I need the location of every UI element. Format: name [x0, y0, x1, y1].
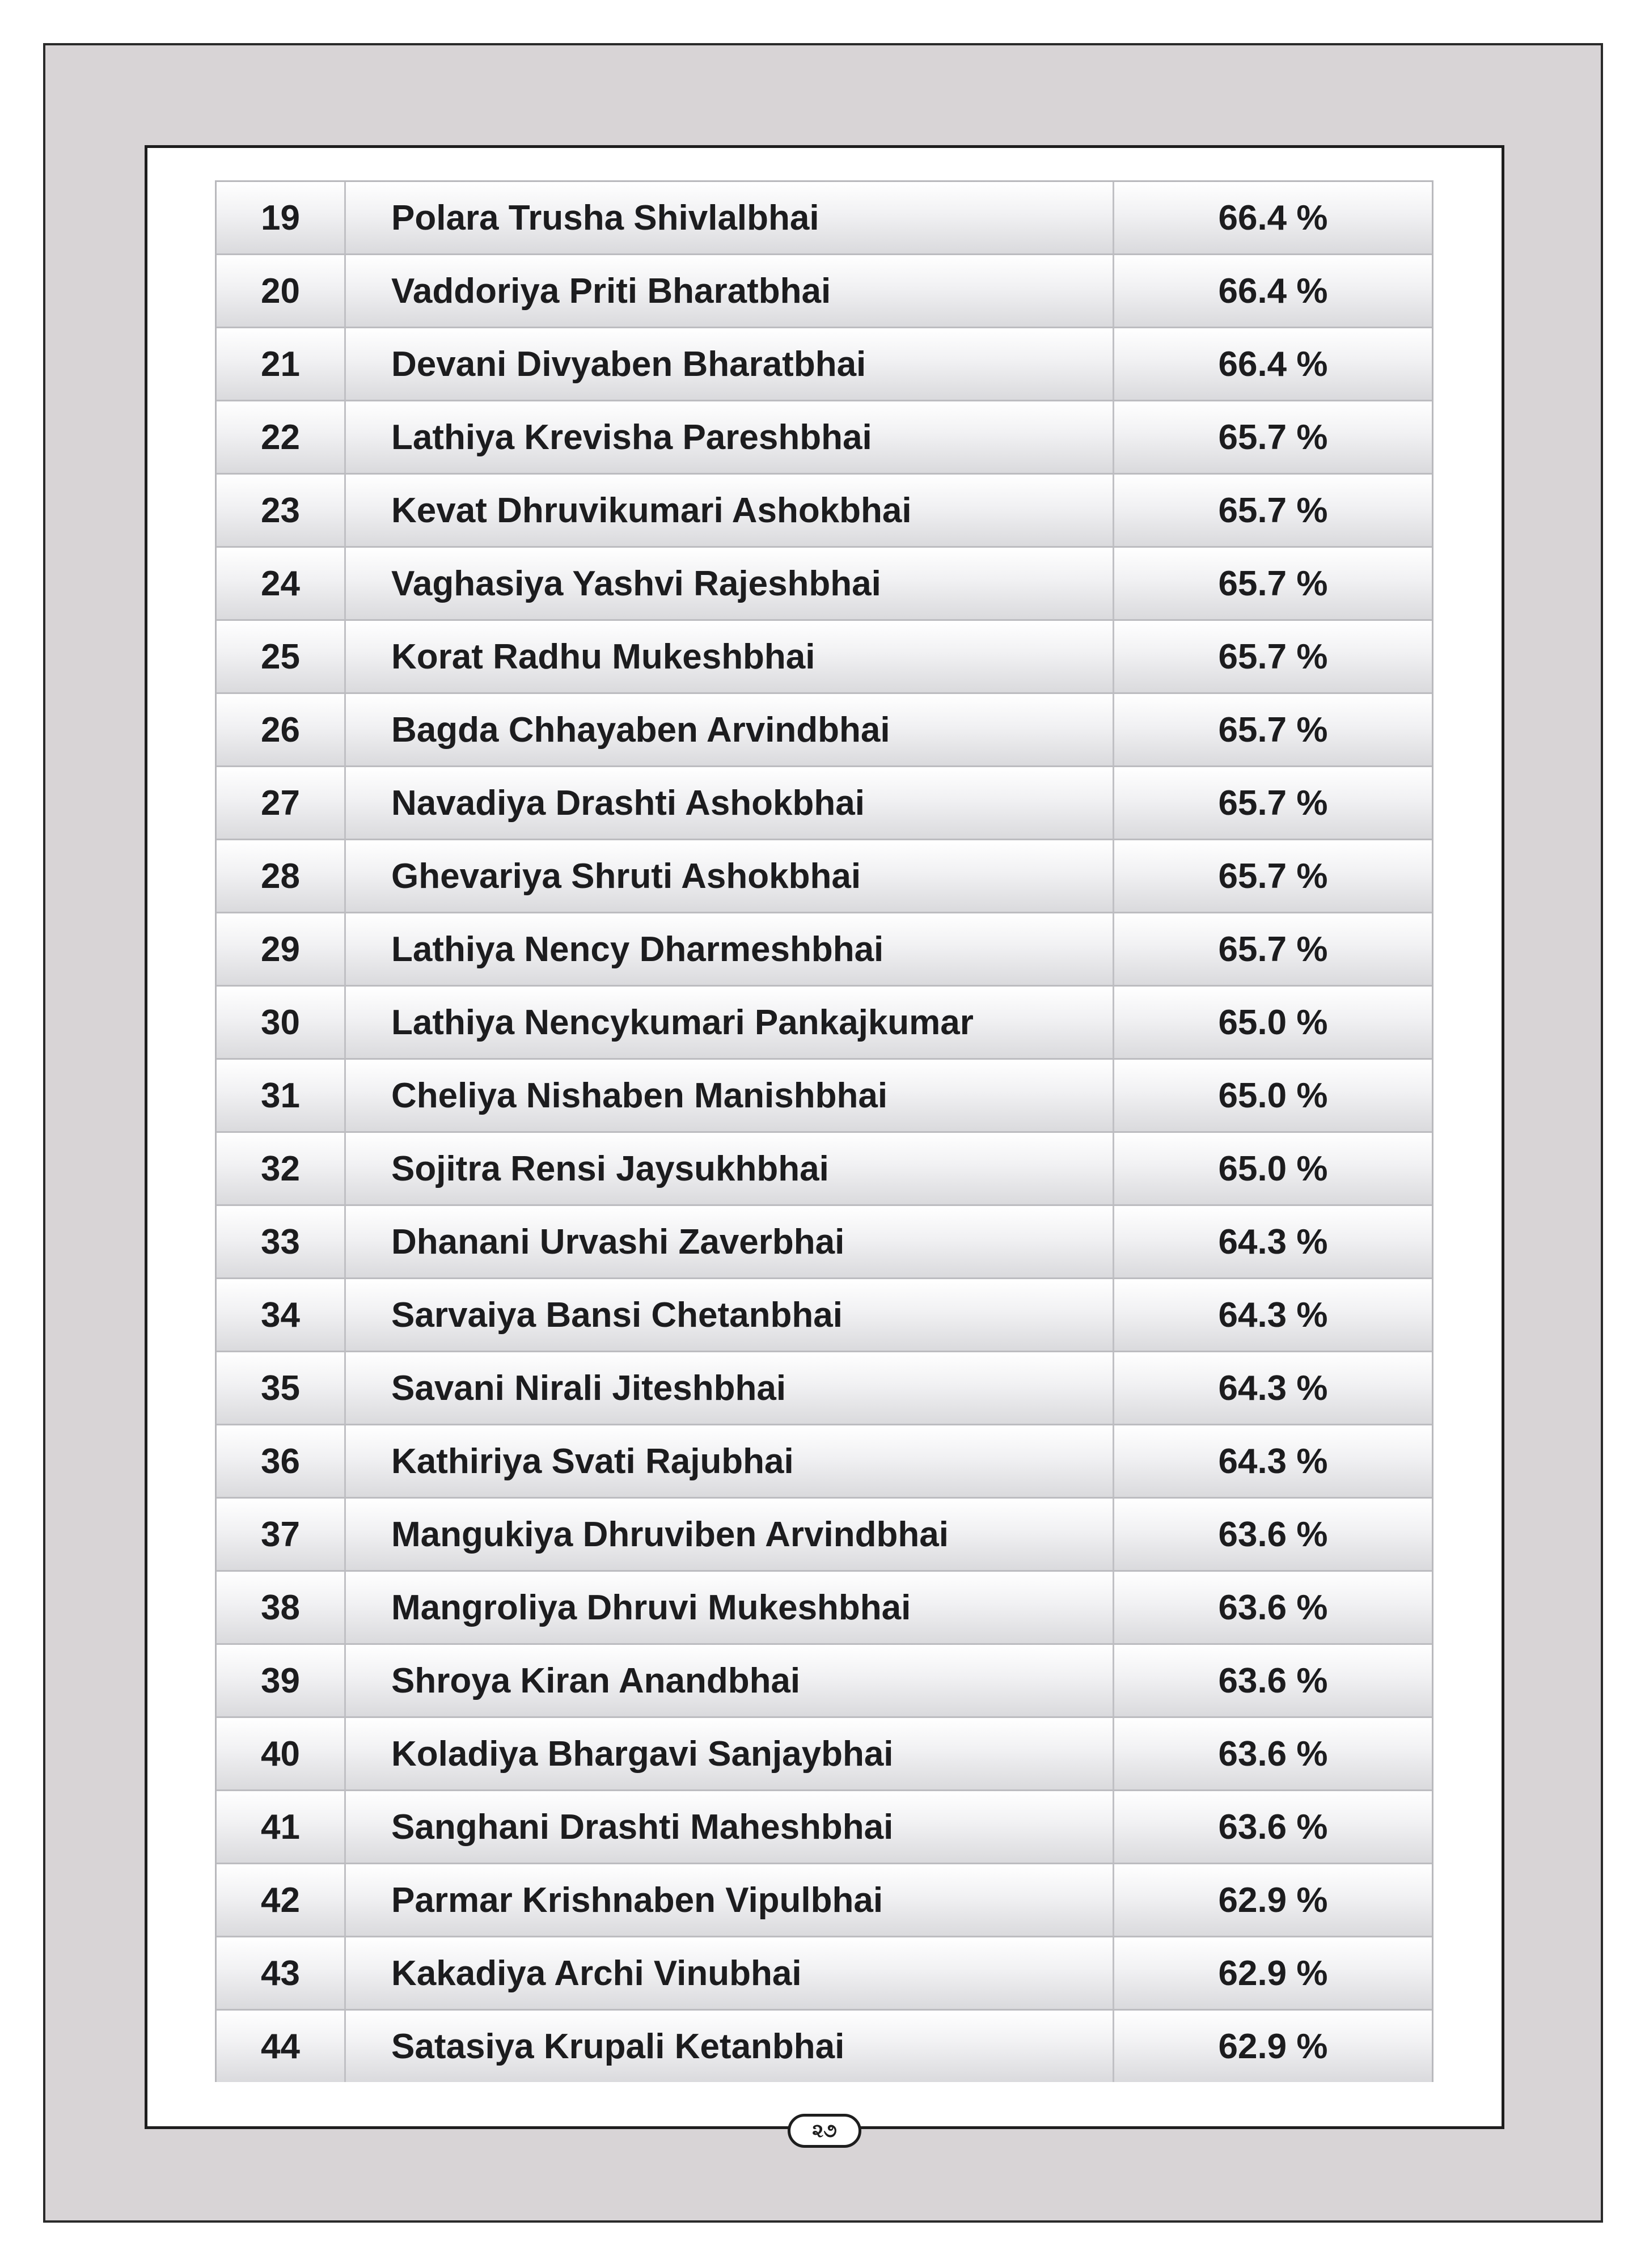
percentage-cell: 64.3 % [1218, 1222, 1328, 1262]
table-row [217, 913, 1432, 987]
percentage-cell: 63.6 % [1218, 1807, 1328, 1847]
student-name-cell: Lathiya Nencykumari Pankajkumar [346, 987, 1114, 1058]
percentage-cell: 64.3 % [1218, 1295, 1328, 1335]
percentage-cell: 65.7 % [1218, 490, 1328, 530]
table-row [217, 255, 1432, 328]
table-row [217, 1645, 1432, 1718]
rank-cell: 27 [217, 767, 346, 839]
student-name-cell: Ghevariya Shruti Ashokbhai [346, 840, 1114, 912]
student-name-cell: Koladiya Bhargavi Sanjaybhai [346, 1718, 1114, 1789]
rank-cell: 38 [217, 1572, 346, 1643]
student-name-cell: Satasiya Krupali Ketanbhai [346, 2011, 1114, 2082]
student-name-cell: Sanghani Drashti Maheshbhai [346, 1791, 1114, 1863]
percentage-cell: 64.3 % [1218, 1368, 1328, 1408]
table-row [217, 1572, 1432, 1645]
percentage-cell: 65.0 % [1218, 1076, 1328, 1115]
table-row [217, 1791, 1432, 1864]
student-name-cell: Lathiya Krevisha Pareshbhai [346, 401, 1114, 473]
table-row [217, 1499, 1432, 1572]
percentage-cell: 65.7 % [1218, 417, 1328, 457]
rank-cell: 29 [217, 913, 346, 985]
table-row [217, 1206, 1432, 1279]
percentage-cell: 63.6 % [1218, 1514, 1328, 1554]
student-name-cell: Kathiriya Svati Rajubhai [346, 1425, 1114, 1497]
rank-cell: 42 [217, 1864, 346, 1936]
table-row [217, 328, 1432, 401]
table-row [217, 1718, 1432, 1791]
rank-cell: 34 [217, 1279, 346, 1351]
percentage-cell: 63.6 % [1218, 1588, 1328, 1627]
table-row [217, 840, 1432, 913]
percentage-cell: 65.0 % [1218, 1002, 1328, 1042]
rank-cell: 30 [217, 987, 346, 1058]
table-row [217, 621, 1432, 694]
percentage-cell: 66.4 % [1218, 344, 1328, 384]
rank-cell: 24 [217, 548, 346, 619]
percentage-cell: 66.4 % [1218, 271, 1328, 311]
rank-cell: 44 [217, 2011, 346, 2082]
rank-cell: 21 [217, 328, 346, 400]
rank-cell: 25 [217, 621, 346, 692]
rank-cell: 37 [217, 1499, 346, 1570]
rank-cell: 39 [217, 1645, 346, 1716]
percentage-cell: 66.4 % [1218, 198, 1328, 238]
student-name-cell: Kevat Dhruvikumari Ashokbhai [346, 475, 1114, 546]
table-row [217, 2011, 1432, 2082]
table-row [217, 1279, 1432, 1352]
student-name-cell: Shroya Kiran Anandbhai [346, 1645, 1114, 1716]
student-name-cell: Navadiya Drashti Ashokbhai [346, 767, 1114, 839]
rank-cell: 33 [217, 1206, 346, 1277]
table-row [217, 987, 1432, 1060]
rank-cell: 32 [217, 1133, 346, 1204]
rank-cell: 28 [217, 840, 346, 912]
table-row [217, 182, 1432, 255]
rank-cell: 19 [217, 182, 346, 253]
percentage-cell: 62.9 % [1218, 2026, 1328, 2066]
table-row [217, 767, 1432, 840]
percentage-cell: 65.0 % [1218, 1149, 1328, 1188]
table-row [217, 548, 1432, 621]
rank-cell: 22 [217, 401, 346, 473]
page-number: ૨૭ [788, 2114, 861, 2148]
rank-cell: 40 [217, 1718, 346, 1789]
table-row [217, 694, 1432, 767]
table-row [217, 1864, 1432, 1937]
table-row [217, 1352, 1432, 1425]
percentage-cell: 63.6 % [1218, 1734, 1328, 1774]
rank-cell: 36 [217, 1425, 346, 1497]
table-row [217, 475, 1432, 548]
student-name-cell: Vaddoriya Priti Bharatbhai [346, 255, 1114, 327]
percentage-cell: 62.9 % [1218, 1953, 1328, 1993]
percentage-cell: 65.7 % [1218, 564, 1328, 603]
student-name-cell: Sarvaiya Bansi Chetanbhai [346, 1279, 1114, 1351]
rank-cell: 26 [217, 694, 346, 765]
student-name-cell: Vaghasiya Yashvi Rajeshbhai [346, 548, 1114, 619]
percentage-cell: 62.9 % [1218, 1880, 1328, 1920]
percentage-cell: 65.7 % [1218, 710, 1328, 750]
table-row [217, 1425, 1432, 1499]
results-table [215, 180, 1433, 2082]
student-name-cell: Lathiya Nency Dharmeshbhai [346, 913, 1114, 985]
percentage-cell: 65.7 % [1218, 637, 1328, 676]
percentage-cell: 65.7 % [1218, 783, 1328, 823]
table-row [217, 1133, 1432, 1206]
student-name-cell: Polara Trusha Shivlalbhai [346, 182, 1114, 253]
percentage-cell: 63.6 % [1218, 1661, 1328, 1700]
percentage-cell: 65.7 % [1218, 929, 1328, 969]
rank-cell: 23 [217, 475, 346, 546]
student-name-cell: Savani Nirali Jiteshbhai [346, 1352, 1114, 1424]
student-name-cell: Mangukiya Dhruviben Arvindbhai [346, 1499, 1114, 1570]
student-name-cell: Bagda Chhayaben Arvindbhai [346, 694, 1114, 765]
student-name-cell: Mangroliya Dhruvi Mukeshbhai [346, 1572, 1114, 1643]
student-name-cell: Dhanani Urvashi Zaverbhai [346, 1206, 1114, 1277]
table-row [217, 1060, 1432, 1133]
rank-cell: 20 [217, 255, 346, 327]
rank-cell: 35 [217, 1352, 346, 1424]
student-name-cell: Korat Radhu Mukeshbhai [346, 621, 1114, 692]
student-name-cell: Devani Divyaben Bharatbhai [346, 328, 1114, 400]
rank-cell: 41 [217, 1791, 346, 1863]
table-row [217, 1937, 1432, 2011]
percentage-cell: 65.7 % [1218, 856, 1328, 896]
rank-cell: 31 [217, 1060, 346, 1131]
table-row [217, 401, 1432, 475]
student-name-cell: Cheliya Nishaben Manishbhai [346, 1060, 1114, 1131]
student-name-cell: Parmar Krishnaben Vipulbhai [346, 1864, 1114, 1936]
student-name-cell: Sojitra Rensi Jaysukhbhai [346, 1133, 1114, 1204]
percentage-cell: 64.3 % [1218, 1441, 1328, 1481]
student-name-cell: Kakadiya Archi Vinubhai [346, 1937, 1114, 2009]
rank-cell: 43 [217, 1937, 346, 2009]
